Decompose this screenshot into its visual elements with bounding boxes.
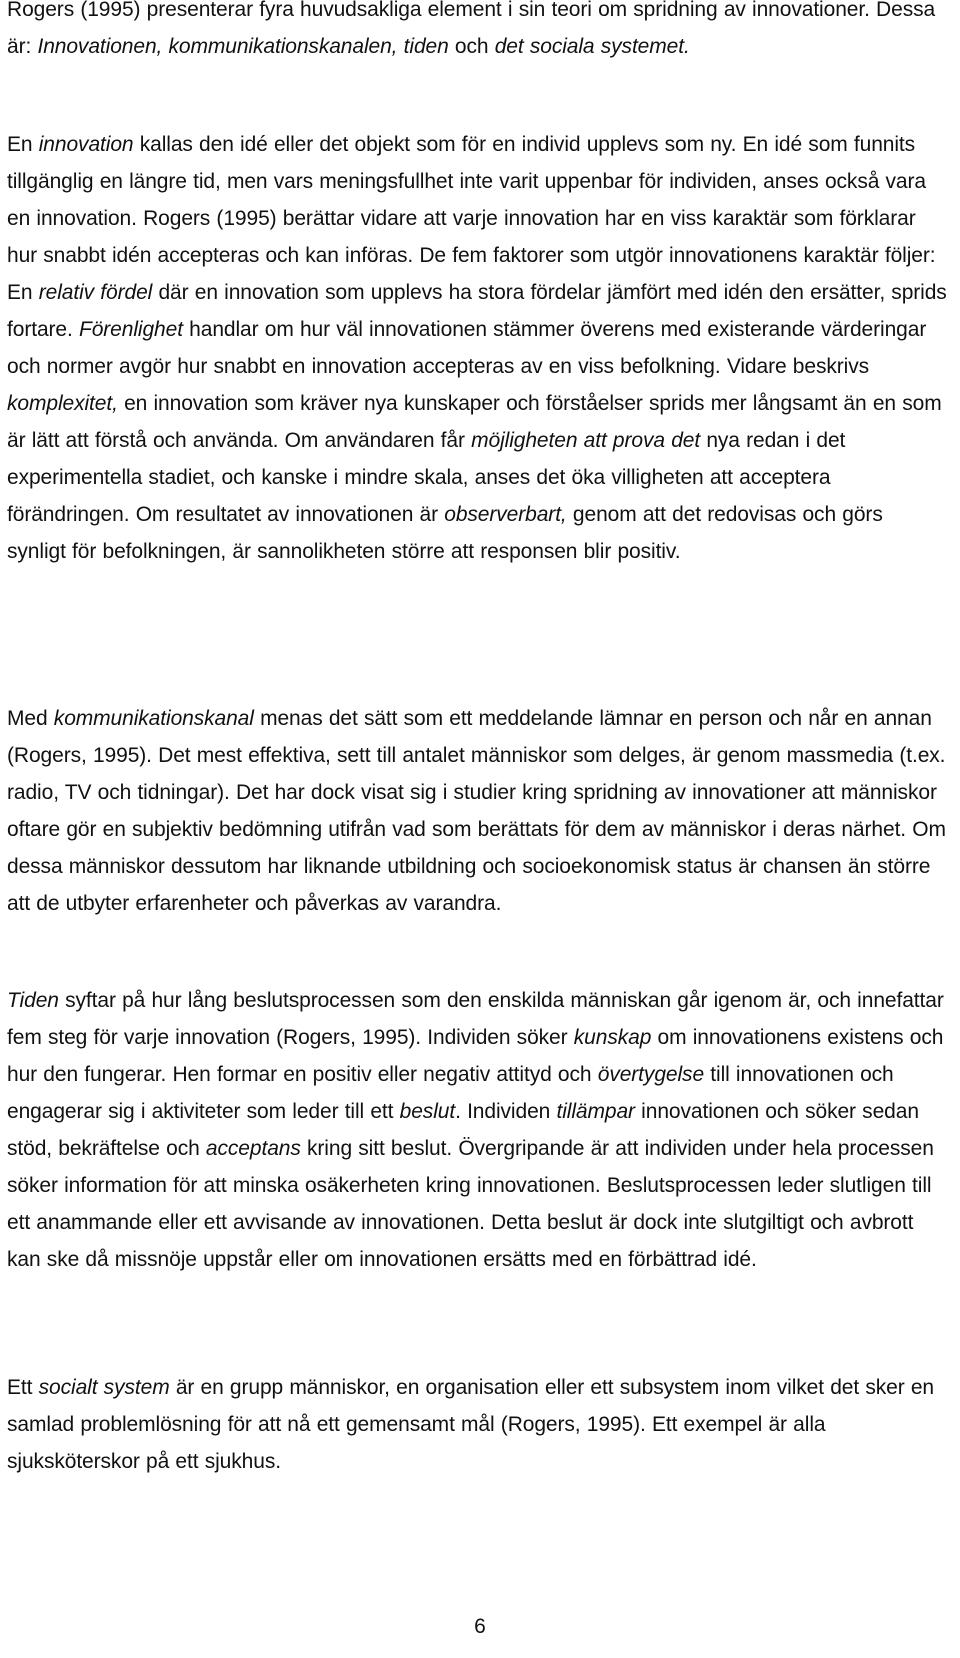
text-run: syftar på hur lång beslutsprocessen som den enskilda människan går igenom är, och innefattar fem steg för varje innovation (Rogers, 1995). Individen söker	[7, 989, 944, 1049]
paragraph-intro	[7, 0, 947, 65]
text-run: en innovation som kräver nya kunskaper och förståelser sprids mer långsamt än en som är lätt att förstå och använda. Om användaren får	[7, 392, 942, 452]
paragraph-time	[7, 982, 947, 1278]
italic-term: tillämpar	[556, 1100, 635, 1123]
paragraph-social-system	[7, 1369, 947, 1480]
italic-term: övertygelse	[597, 1063, 705, 1086]
italic-term: kunskap	[573, 1026, 652, 1049]
text-run: till innovationen och engagerar sig i aktiviteter som leder till ett	[7, 1063, 894, 1123]
text-run: genom att det redovisas och görs synligt för befolkningen, är sannolikheten större att responsen blir positiv.	[7, 503, 883, 563]
text-run: är en grupp människor, en organisation eller ett subsystem inom vilket det sker en samlad problemlösning för att nå ett gemensamt mål (Rogers, 1995). Ett exempel är alla sjuksköterskor på ett sjukhus.	[7, 1376, 935, 1473]
text-run: och	[448, 35, 495, 58]
italic-term: kommunikationskanal	[53, 707, 254, 730]
italic-term: relativ fördel	[38, 281, 153, 304]
text-run: Ett	[7, 1376, 39, 1399]
text-run: där en innovation som upplevs ha stora fördelar jämfört med idén den ersätter, sprids fortare.	[7, 281, 947, 341]
paragraph-communication-channel	[7, 700, 947, 922]
text-run: Med	[7, 707, 54, 730]
text-run: om innovationens existens och hur den fungerar. Hen formar en positiv eller negativ attityd och	[7, 1026, 944, 1086]
italic-term: Förenlighet	[78, 318, 183, 341]
italic-term: möjligheten att prova det	[471, 429, 701, 452]
paragraph-innovation	[7, 126, 947, 570]
italic-term: det sociala systemet.	[494, 35, 690, 58]
italic-term: Innovationen, kommunikationskanalen, tiden	[37, 35, 449, 58]
text-run: innovationen och söker sedan stöd, bekräftelse och	[7, 1100, 919, 1160]
text-run: menas det sätt som ett meddelande lämnar en person och når en annan (Rogers, 1995). Det mest effektiva, sett till antalet människor som delges, är genom massmedia (t.ex. radio, TV och tidningar). Det har dock visat sig i studier kring spridning av innovationer att människor oftare gör en subjektiv bedömning utifrån vad som berättats för dem av människor i deras närhet. Om dessa människor dessutom har liknande utbildning och socioekonomisk status är chansen än större att de utbyter erfarenheter och påverkas av varandra.	[7, 707, 946, 915]
italic-term: Tiden	[7, 989, 59, 1012]
italic-term: beslut	[399, 1100, 456, 1123]
text-run: Rogers (1995) presenterar fyra huvudsakliga element i sin teori om spridning av innovationer. Dessa är:	[7, 0, 936, 58]
page-number: 6	[474, 1615, 486, 1638]
italic-term: acceptans	[205, 1137, 301, 1160]
text-run: nya redan i det experimentella stadiet, och kanske i mindre skala, anses det öka villigheten att acceptera förändringen. Om resultatet av innovationen är	[7, 429, 846, 526]
text-run: kring sitt beslut. Övergripande är att individen under hela processen söker information för att minska osäkerheten kring innovationen. Beslutsprocessen leder slutligen till ett anammande eller ett avvisande av innovationen. Detta beslut är dock inte slutgiltigt och avbrott kan ske då missnöje uppstår eller om innovationen ersätts med en förbättrad idé.	[7, 1137, 934, 1271]
text-run: En	[7, 133, 39, 156]
italic-term: innovation	[38, 133, 134, 156]
italic-term: socialt system	[38, 1376, 170, 1399]
text-run: kallas den idé eller det objekt som för en individ upplevs som ny. En idé som funnits tillgänglig en längre tid, men vars meningsfullhet inte varit uppenbar för individen, anses också vara en innovation. Rogers (1995) berättar vidare att varje innovation har en viss karaktär som förklarar hur snabbt idén accepteras och kan införas. De fem faktorer som utgör innovationens karaktär följer: En	[7, 133, 936, 304]
text-run: . Individen	[455, 1100, 557, 1123]
italic-term: observerbart,	[444, 503, 567, 526]
italic-term: komplexitet,	[7, 392, 118, 415]
text-run: handlar om hur väl innovationen stämmer överens med existerande värderingar och normer avgör hur snabbt en innovation accepteras av en viss befolkning. Vidare beskrivs	[7, 318, 927, 378]
